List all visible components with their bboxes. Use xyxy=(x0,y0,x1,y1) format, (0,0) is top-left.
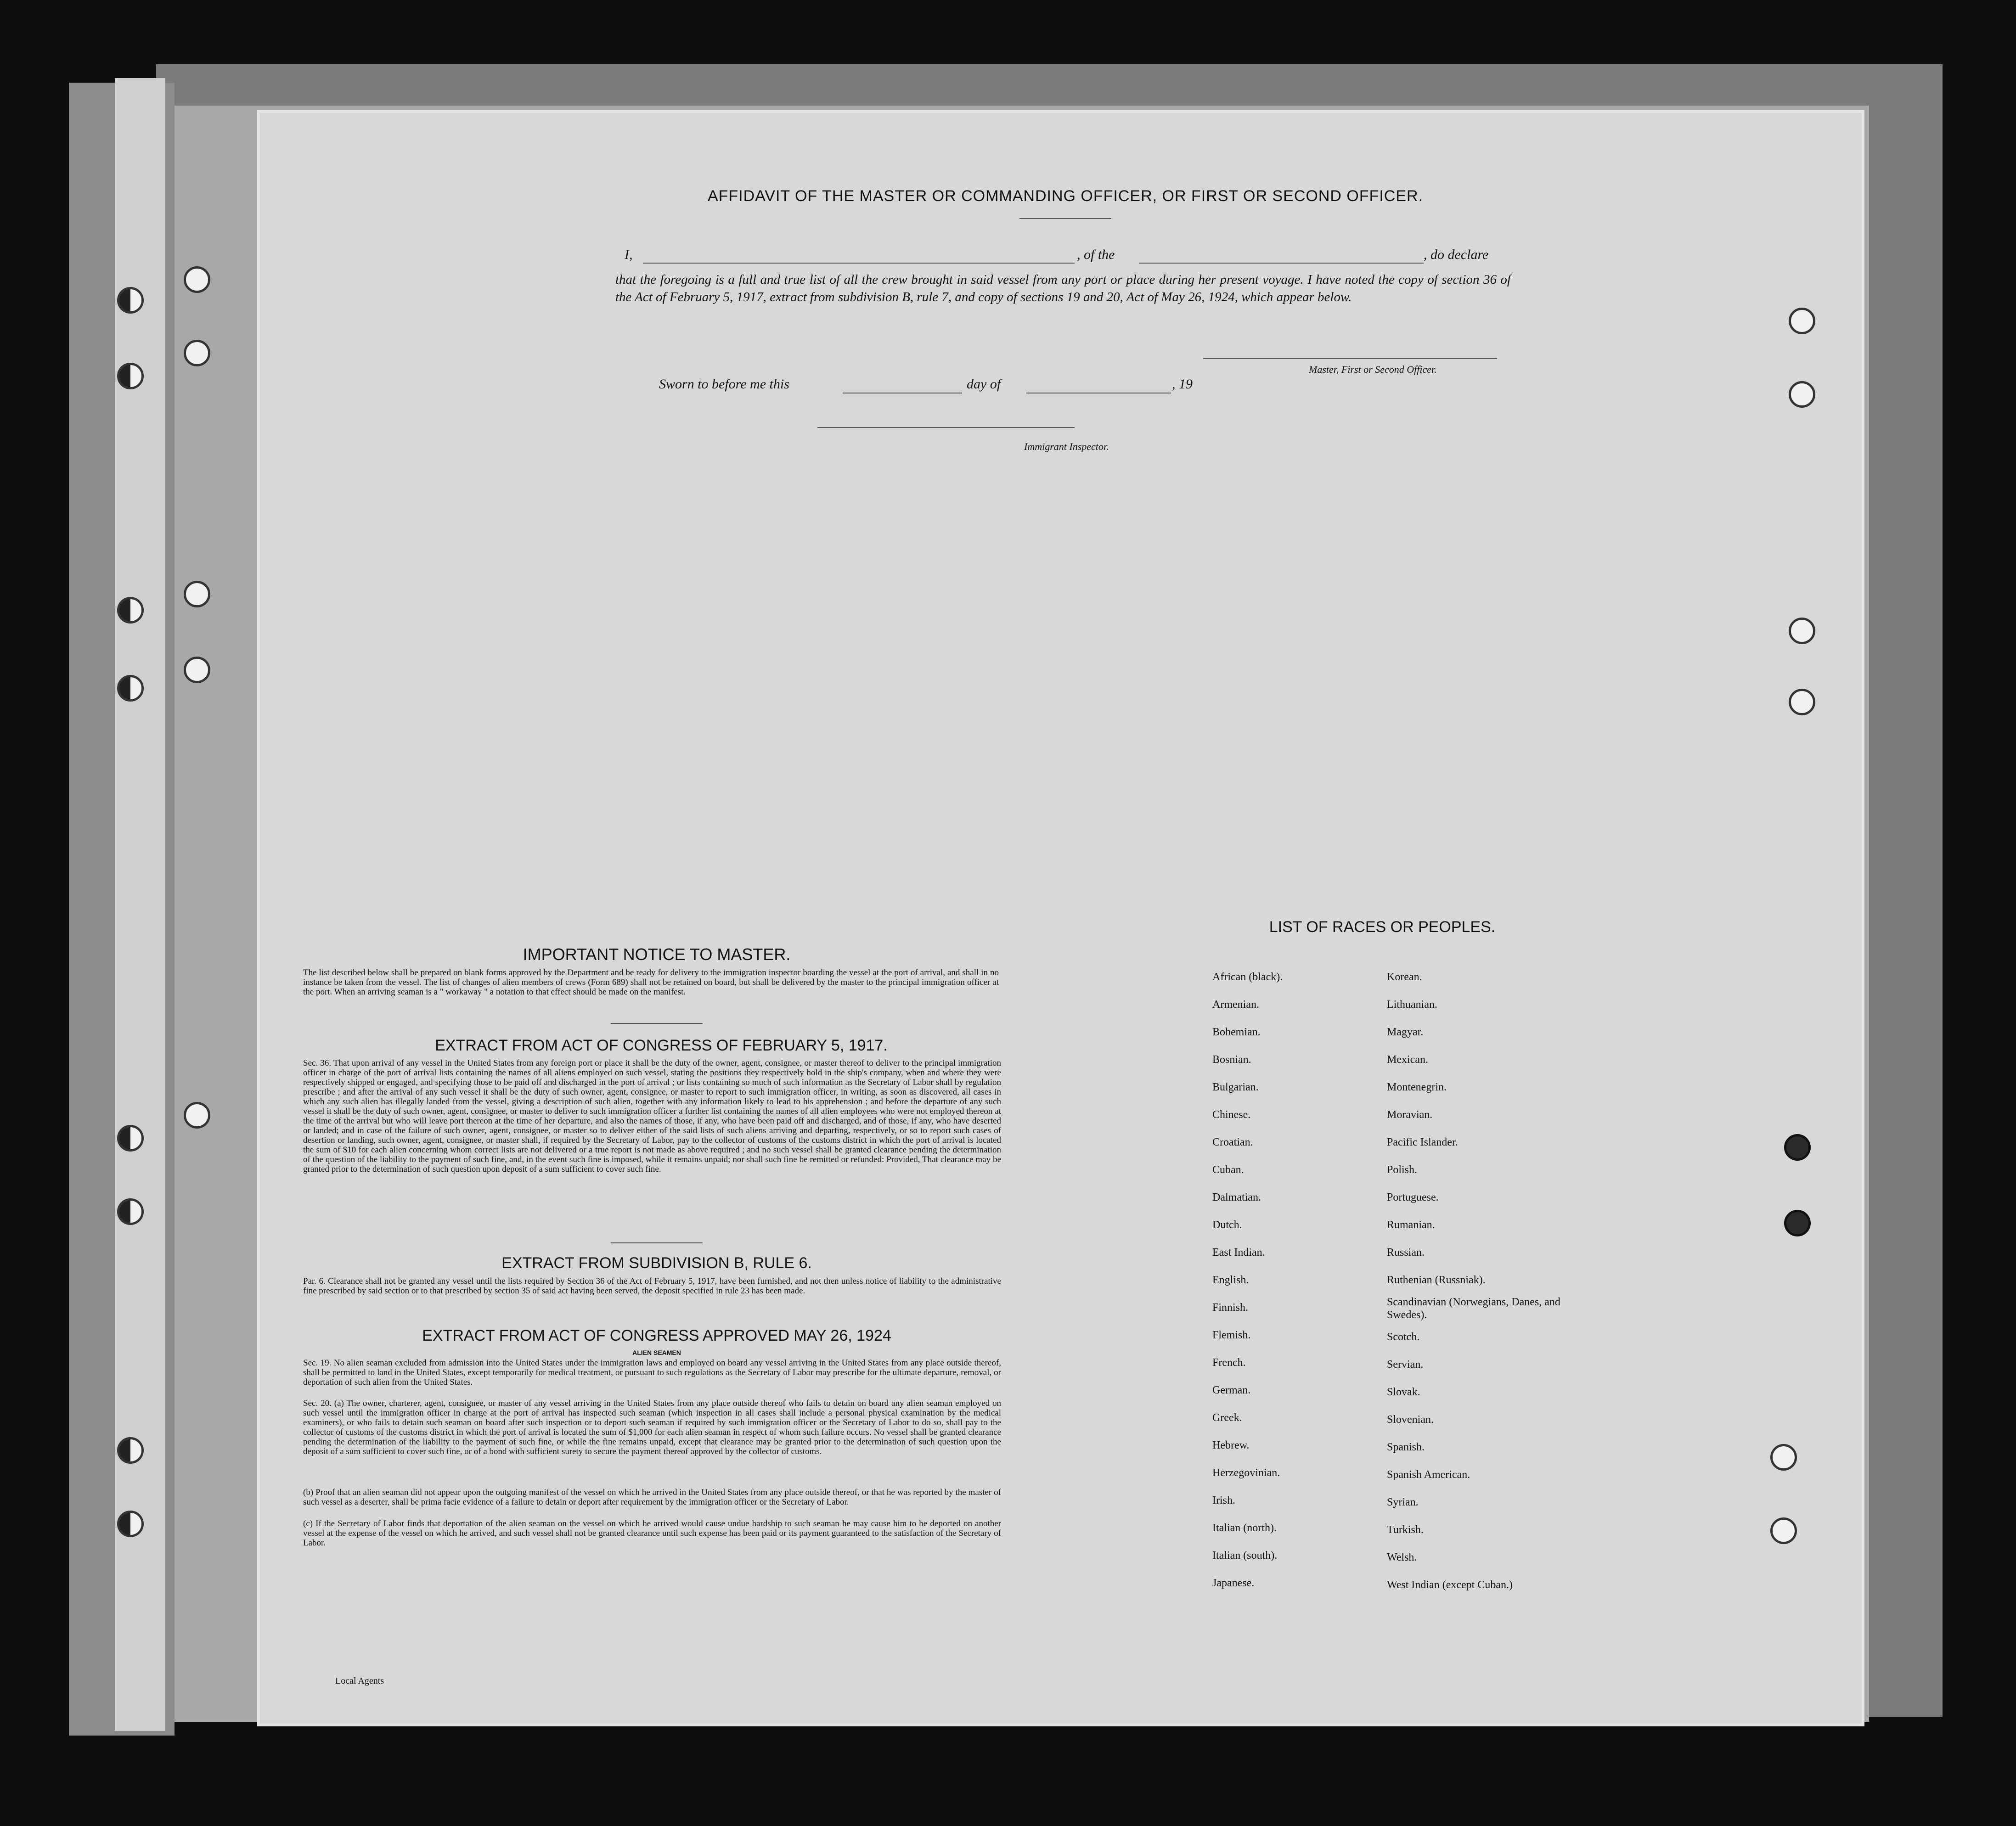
race-item: Spanish American. xyxy=(1387,1469,1470,1481)
race-item: Montenegrin. xyxy=(1387,1081,1447,1093)
race-item: Hebrew. xyxy=(1212,1439,1250,1451)
race-item: Spanish. xyxy=(1387,1441,1425,1453)
signature-line xyxy=(1203,358,1497,359)
race-item: Korean. xyxy=(1387,971,1422,983)
race-item: Mexican. xyxy=(1387,1054,1428,1066)
race-item: Slovenian. xyxy=(1387,1414,1434,1426)
extract-1917-text: Sec. 36. That upon arrival of any vessel in the United States from any foreign port or place it shall be the duty of the owner, agent, consignee, or master thereof to deliver to the principal immigration officer in charge of the port of arrival lists containing the names of all aliens employed on such vessel, stating the positions they respectively hold in the ship's company, when and where they were respectively shipped or engaged, and specifying those to be paid off and discharged in the port of arrival ; or lists containing so much of such information as the Secretary of Labor shall by regulation prescribe ; and after the arrival of any such vessel it shall be the duty of such owner, agent, consignee, or master to report to such immigration officer, in writing, as soon as discovered, all cases in which any such alien has illegally landed from the vessel, giving a description of such alien, together with any information likely to lead to his apprehension ; and before the departure of any such vessel it shall be the duty of such owner, agent, consignee, or master to deliver to such immigration officer a further list containing the names of all alien employees who were not employed thereon at the time of the arrival but who will leave port thereon at the time of her departure, and also the names of those, if any, who have been paid off and discharged, and of those, if any, who have deserted or landed; and in case of the failure of such owner, agent, consignee, or master so to deliver either of the said lists of such aliens arriving and departing, respectively, or so to report such cases of desertion or landing, such owner, agent, consignee, or master shall, if required by the Secretary of Labor, pay to the collector of customs of the customs district in which the port of arrival is located the sum of $10 for each alien concerning whom correct lists are not delivered or a true report is not made as above required ; and no such vessel shall be granted clearance pending the determination of the question of the liability to the payment of such fine, and, in the event such fine is imposed, while it remains unpaid; nor shall such fine be remitted or refunded: Provided, That clearance may be granted prior to the determination of such question upon deposit of a sum sufficient to cover such fine. xyxy=(303,1058,1001,1174)
binder-hole xyxy=(184,1102,210,1129)
race-item: German. xyxy=(1212,1384,1251,1396)
form-page xyxy=(257,110,1864,1726)
extract-1924-subheading: ALIEN SEAMEN xyxy=(632,1349,681,1356)
sworn-prefix: Sworn to before me this xyxy=(659,376,789,392)
subdivision-text: Par. 6. Clearance shall not be granted any vessel until the lists required by Section 36 of the Act of February 5, 1917, have been furnished, and not then unless notice of liability to the administrative fine prescribed by said section or to that prescribed by section 35 of said act having been served, the deposit specified in rule 23 has been made. xyxy=(303,1276,1001,1296)
race-item: Scotch. xyxy=(1387,1331,1420,1343)
binder-hole xyxy=(1789,618,1815,644)
race-item: Portuguese. xyxy=(1387,1191,1439,1203)
race-item: Slovak. xyxy=(1387,1386,1420,1398)
binder-hole xyxy=(117,1437,144,1464)
race-item: Russian. xyxy=(1387,1247,1425,1259)
sworn-year: , 19 xyxy=(1172,376,1193,392)
races-column-2 xyxy=(1387,963,1580,1599)
race-item: Greek. xyxy=(1212,1412,1242,1424)
race-item: West Indian (except Cuban.) xyxy=(1387,1579,1513,1591)
race-item: Japanese. xyxy=(1212,1577,1255,1589)
race-item: Scandinavian (Norwegians, Danes, and Swedes). xyxy=(1387,1296,1560,1321)
inspector-label: Immigrant Inspector. xyxy=(1024,441,1109,452)
affidavit-heading: AFFIDAVIT OF THE MASTER OR COMMANDING OFFICER, OR FIRST OR SECOND OFFICER. xyxy=(707,187,1424,205)
race-item: Bohemian. xyxy=(1212,1026,1261,1038)
divider xyxy=(611,1023,703,1024)
race-item: African (black). xyxy=(1212,971,1283,983)
binder-hole xyxy=(117,1511,144,1537)
race-item: Dutch. xyxy=(1212,1219,1242,1231)
race-item: Dalmatian. xyxy=(1212,1191,1261,1203)
races-column-1 xyxy=(1212,963,1378,1597)
race-item: Flemish. xyxy=(1212,1329,1251,1341)
race-item: Moravian. xyxy=(1387,1109,1433,1121)
binder-hole xyxy=(184,266,210,293)
race-item: Finnish. xyxy=(1212,1302,1249,1314)
binder-hole xyxy=(117,363,144,389)
sworn-day-of: day of xyxy=(967,376,1001,392)
binder-hole xyxy=(1770,1444,1797,1471)
binder-hole xyxy=(117,597,144,624)
signer-label: Master, First or Second Officer. xyxy=(1309,364,1437,375)
extract-1924-heading: EXTRACT FROM ACT OF CONGRESS APPROVED MAY 26, 1924 xyxy=(422,1327,891,1344)
sec20a-text: Sec. 20. (a) The owner, charterer, agent, consignee, or master of any vessel arriving in the United States from any place outside thereof who fails to detain on board any alien seaman employed on such vessel until the immigration officer in charge at the port of arrival has inspected such seaman (which inspection in all cases shall include a personal physical examination by the medical examiners), or who fails to detain such seaman on board after such inspection or to deport such seaman if required by such immigration officer or the Secretary of Labor to do so, shall pay to the collector of customs of the customs district in which the port of arrival is located the sum of $1,000 for each alien seaman in respect of whom such failure occurs. No vessel shall be granted clearance pending the determination of the liability to the payment of such fine, or while the fine remains unpaid, except that clearance may be granted prior to the determination of such question upon the deposit of a sum sufficient to cover such fine, or of a bond with sufficient surety to secure the payment thereof approved by the collector of customs. xyxy=(303,1399,1001,1456)
binder-hole xyxy=(1789,308,1815,334)
inspector-signature-line xyxy=(817,427,1075,428)
divider xyxy=(611,1242,703,1243)
race-item: Bulgarian. xyxy=(1212,1081,1259,1093)
binder-hole xyxy=(184,340,210,366)
race-item: Armenian. xyxy=(1212,999,1259,1011)
binder-hole xyxy=(1789,381,1815,408)
binder-hole xyxy=(1784,1210,1811,1236)
race-item: Syrian. xyxy=(1387,1496,1419,1508)
race-item: Bosnian. xyxy=(1212,1054,1251,1066)
binder-hole xyxy=(1789,689,1815,715)
binder-hole xyxy=(117,287,144,314)
binder-hole xyxy=(1784,1134,1811,1161)
extract-1917-heading: EXTRACT FROM ACT OF CONGRESS OF FEBRUARY 5, 1917. xyxy=(435,1037,888,1054)
affidavit-of-the: , of the xyxy=(1077,247,1115,262)
binder-hole xyxy=(1770,1517,1797,1544)
race-item: Lithuanian. xyxy=(1387,999,1437,1011)
binder-hole xyxy=(117,1125,144,1152)
race-item: Turkish. xyxy=(1387,1524,1424,1536)
affidavit-declare: , do declare xyxy=(1424,247,1489,262)
binder-hole xyxy=(184,657,210,683)
vessel-blank-line xyxy=(1139,263,1424,264)
local-agents-label: Local Agents xyxy=(335,1676,384,1686)
race-item: Chinese. xyxy=(1212,1109,1251,1121)
race-item: Irish. xyxy=(1212,1495,1235,1506)
race-item: Pacific Islander. xyxy=(1387,1136,1458,1148)
sec20b-text: (b) Proof that an alien seaman did not appear upon the outgoing manifest of the vessel on which he arrived in the United States from any place outside thereof, or that he was reported by the master of such vessel as a deserter, shall be prima facie evidence of a failure to detain or deport after requirement by the immigration officer or the Secretary of Labor. xyxy=(303,1488,1001,1507)
binding-strip-light xyxy=(115,78,165,1731)
race-item: Italian (north). xyxy=(1212,1522,1277,1534)
race-item: Rumanian. xyxy=(1387,1219,1435,1231)
binder-hole xyxy=(117,1198,144,1225)
binder-hole xyxy=(184,581,210,607)
affidavit-i: I, xyxy=(625,247,633,262)
race-item: Italian (south). xyxy=(1212,1550,1278,1562)
notice-text: The list described below shall be prepared on blank forms approved by the Department and be ready for delivery to the immigration inspector boarding the vessel at the port of arrival, and shall in no instance be taken from the vessel. The list of changes of alien members of crews (Form 689) shall not be retained on board, but shall be delivered by the master to the principal immigration officer at the port. When an arriving seaman is a " workaway " a notation to that effect should be made on the manifest. xyxy=(303,968,999,997)
races-heading: LIST OF RACES OR PEOPLES. xyxy=(1269,918,1496,936)
name-blank-line xyxy=(643,263,1075,264)
race-item: Cuban. xyxy=(1212,1164,1244,1176)
binder-hole xyxy=(117,675,144,702)
race-item: Polish. xyxy=(1387,1164,1418,1176)
notice-heading: IMPORTANT NOTICE TO MASTER. xyxy=(523,945,791,964)
sec19-text: Sec. 19. No alien seaman excluded from admission into the United States under the immigration laws and employed on board any vessel arriving in the United States from any place outside thereof, shall be permitted to land in the United States, except temporarily for medical treatment, or pursuant to such regulations as the Secretary of Labor may prescribe for the ultimate departure, removal, or deportation of such alien from the United States. xyxy=(303,1358,1001,1387)
race-item: Welsh. xyxy=(1387,1551,1417,1563)
race-item: East Indian. xyxy=(1212,1247,1265,1259)
race-item: English. xyxy=(1212,1274,1249,1286)
race-item: Ruthenian (Russniak). xyxy=(1387,1274,1486,1286)
race-item: Croatian. xyxy=(1212,1136,1253,1148)
race-item: Magyar. xyxy=(1387,1026,1424,1038)
sec20c-text: (c) If the Secretary of Labor finds that deportation of the alien seaman on the vessel on which he arrived would cause undue hardship to such seaman he may cause him to be deported on another vessel at the expense of the vessel on which he arrived, and such vessel shall not be granted clearance until such expense has been paid or its payment guaranteed to the satisfaction of the Secretary of Labor. xyxy=(303,1519,1001,1548)
affidavit-body: that the foregoing is a full and true list of all the crew brought in said vessel from any port or place during her present voyage. I have noted the copy of section 36 of the Act of February 5, 1917, extract from subdivision B, rule 7, and copy of sections 19 and 20, Act of May 26, 1924, which appear below. xyxy=(615,272,1511,304)
race-item: French. xyxy=(1212,1357,1246,1369)
race-item: Servian. xyxy=(1387,1359,1424,1371)
race-item: Herzegovinian. xyxy=(1212,1467,1280,1479)
divider xyxy=(1019,218,1111,219)
subdivision-heading: EXTRACT FROM SUBDIVISION B, RULE 6. xyxy=(501,1254,812,1272)
